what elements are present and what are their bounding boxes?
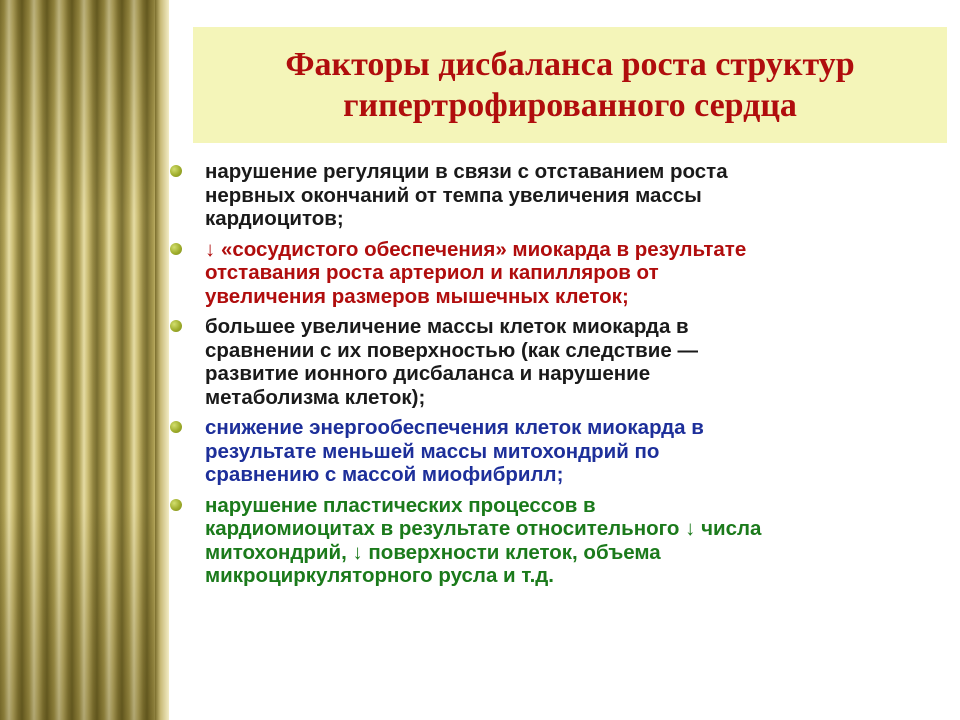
bullet-text-line: развитие ионного дисбаланса и нарушение xyxy=(205,362,651,385)
bullet-item xyxy=(170,416,945,487)
column-edge-decoration xyxy=(155,0,169,720)
bullet-text-line: метаболизма клеток); xyxy=(205,385,426,409)
bullet-dot-icon xyxy=(170,421,182,433)
bullet-list xyxy=(170,160,945,595)
bullet-dot-icon xyxy=(170,165,182,177)
bullet-text-line: увеличения размеров мышечных клеток; xyxy=(205,284,629,308)
bullet-text-line: нервных окончаний от темпа увеличения массы xyxy=(205,183,702,207)
bullet-item xyxy=(170,494,945,588)
title-line-2: гипертрофированного сердца xyxy=(343,87,797,124)
bullet-text-line: большее увеличение массы клеток миокарда в xyxy=(205,315,689,338)
bullet-text-line: ↓ «сосудистого обеспечения» миокарда в результате xyxy=(205,237,747,261)
title-box xyxy=(193,27,947,143)
bullet-text-line: кардиоцитов; xyxy=(205,207,344,230)
bullet-dot-icon xyxy=(170,499,182,511)
gold-column-decoration xyxy=(0,0,155,720)
bullet-item xyxy=(170,238,945,309)
bullet-text-line: кардиомиоцитах в результате относительного ↓ числа xyxy=(205,517,762,540)
bullet-text-line: митохондрий, ↓ поверхности клеток, объема xyxy=(205,540,661,564)
bullet-text-line: результате меньшей массы митохондрий по xyxy=(205,439,660,463)
bullet-text-line: снижение энергообеспечения клеток миокарда в xyxy=(205,416,704,439)
bullet-dot-icon xyxy=(170,320,182,332)
bullet-text-line: отставания роста артериол и капилляров от xyxy=(205,261,659,284)
slide-title xyxy=(285,44,854,126)
bullet-item xyxy=(170,315,945,409)
bullet-text-line: сравнению с массой миофибрилл; xyxy=(205,463,564,486)
bullet-text-line: микроциркуляторного русла и т.д. xyxy=(205,564,554,587)
bullet-text-line: нарушение пластических процессов в xyxy=(205,493,596,517)
bullet-dot-icon xyxy=(170,243,182,255)
bullet-text-line: нарушение регуляции в связи с отставанием роста xyxy=(205,160,728,183)
title-line-1: Факторы дисбаланса роста структур xyxy=(285,46,855,83)
bullet-text-line: сравнении с их поверхностью (как следствие — xyxy=(205,338,698,362)
bullet-item xyxy=(170,160,945,231)
